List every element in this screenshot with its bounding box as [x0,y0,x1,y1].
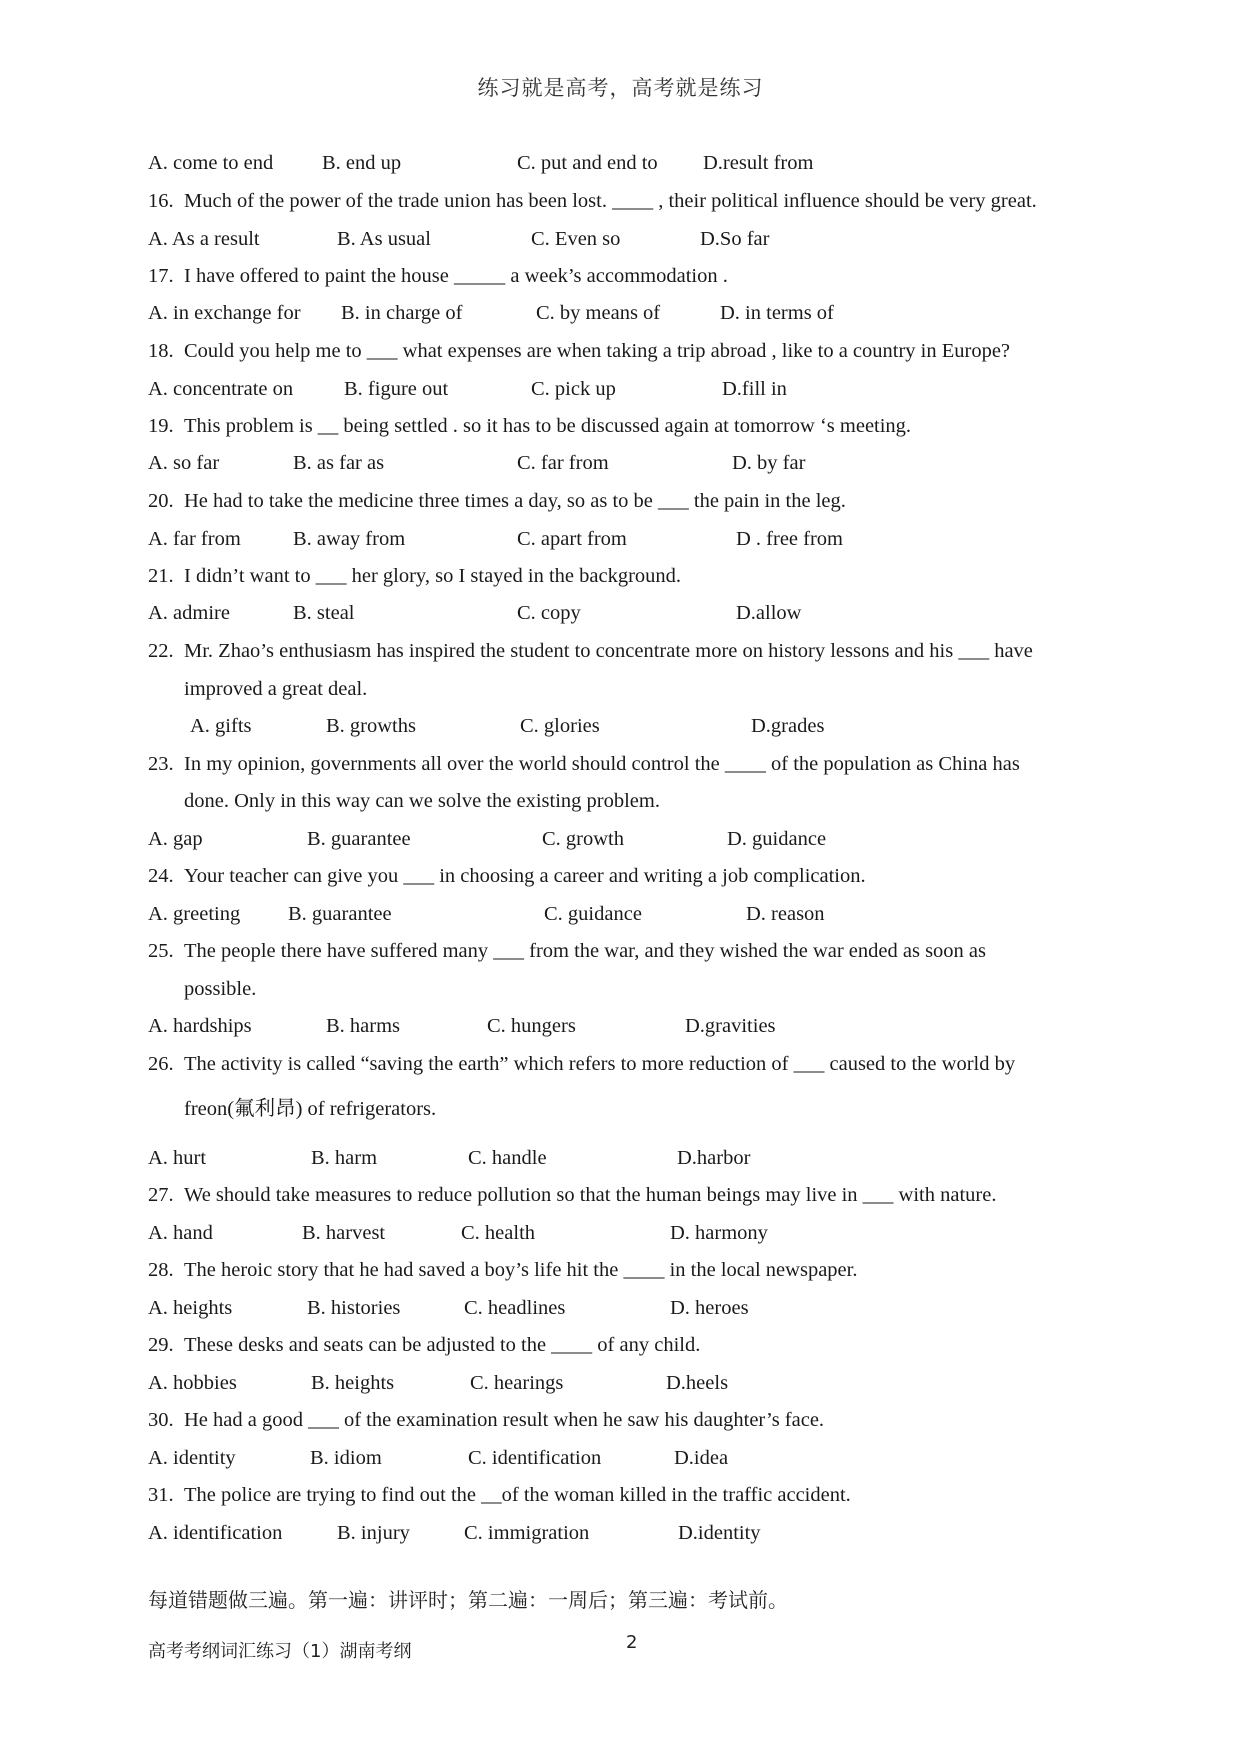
option-d: D.result from [703,152,814,174]
question-number: 30. [148,1409,174,1431]
option-c: C. glories [520,715,600,737]
question-text-continued: possible. [184,978,257,1000]
option-c: C. pick up [531,378,616,400]
question-number: 20. [148,490,174,512]
question-number: 24. [148,865,174,887]
option-c: C. handle [468,1147,547,1169]
option-c: C. guidance [544,903,642,925]
question-number: 31. [148,1484,174,1506]
option-c: C. put and end to [517,152,658,174]
option-a: A. hobbies [148,1372,237,1394]
option-d: D. heroes [670,1297,749,1319]
option-b: B. As usual [337,228,431,250]
option-d: D.fill in [722,378,787,400]
option-a: A. gap [148,828,203,850]
page-header: 练习就是高考，高考就是练习 [477,76,764,100]
option-a: A. admire [148,602,230,624]
option-a: A. come to end [148,152,274,174]
option-d: D.harbor [677,1147,751,1169]
option-c: C. copy [517,602,581,624]
question-text: We should take measures to reduce pollution so that the human beings may live in ___ with nature. [184,1184,997,1206]
option-b: B. end up [322,152,402,174]
question-text: I didn’t want to ___ her glory, so I stayed in the background. [184,565,682,587]
option-c: C. headlines [464,1297,566,1319]
question-text: Much of the power of the trade union has been lost. ____ , their political influence should be very great. [184,190,1037,212]
option-d: D.grades [751,715,825,737]
question-text-continued: improved a great deal. [184,678,368,700]
question-text: This problem is __ being settled . so it has to be discussed again at tomorrow ‘s meeting. [184,415,912,437]
option-c: C. hearings [470,1372,564,1394]
question-text: The heroic story that he had saved a boy’s life hit the ____ in the local newspaper. [184,1259,858,1281]
question-number: 21. [148,565,174,587]
option-b: B. injury [337,1522,410,1544]
question-text: I have offered to paint the house _____ a week’s accommodation . [184,265,728,287]
option-d: D.idea [674,1447,729,1469]
page-number: 2 [626,1632,638,1653]
question-number: 29. [148,1334,174,1356]
footer-note: 每道错题做三遍。第一遍：讲评时；第二遍：一周后；第三遍：考试前。 [148,1588,788,1612]
question-text: The police are trying to find out the __of the woman killed in the traffic accident. [184,1484,851,1506]
option-b: B. as far as [293,452,385,474]
question-text: He had to take the medicine three times a day, so as to be ___ the pain in the leg. [184,490,846,512]
option-d: D. reason [746,903,825,925]
question-text: The activity is called “saving the earth” which refers to more reduction of ___ caused to the world by [184,1053,1016,1075]
option-a: A. gifts [190,715,252,737]
option-d: D . free from [736,528,844,550]
question-number: 19. [148,415,174,437]
question-text-continued: freon(氟利昂) of refrigerators. [184,1098,437,1120]
question-text: He had a good ___ of the examination result when he saw his daughter’s face. [184,1409,825,1431]
option-a: A. greeting [148,903,241,925]
option-a: A. hurt [148,1147,207,1169]
option-c: C. health [461,1222,536,1244]
option-b: B. figure out [344,378,449,400]
option-d: D.So far [700,228,770,250]
question-text: Your teacher can give you ___ in choosing a career and writing a job complication. [184,865,866,887]
option-b: B. in charge of [341,302,463,324]
option-c: C. apart from [517,528,627,550]
option-c: C. Even so [531,228,621,250]
option-a: A. hand [148,1222,213,1244]
question-number: 17. [148,265,174,287]
question-text: The people there have suffered many ___ from the war, and they wished the war ended as soon as [184,940,987,962]
option-c: C. hungers [487,1015,576,1037]
option-c: C. immigration [464,1522,590,1544]
option-b: B. growths [326,715,416,737]
option-c: C. by means of [536,302,661,324]
option-d: D.identity [678,1522,761,1544]
option-d: D.gravities [685,1015,776,1037]
option-d: D.heels [666,1372,729,1394]
option-a: A. far from [148,528,241,550]
question-number: 27. [148,1184,174,1206]
option-a: A. so far [148,452,220,474]
option-b: B. guarantee [288,903,392,925]
question-text: Could you help me to ___ what expenses are when taking a trip abroad , like to a country in Europe? [184,340,1011,362]
option-d: D. guidance [727,828,827,850]
question-number: 18. [148,340,174,362]
question-number: 22. [148,640,174,662]
option-b: B. harm [311,1147,378,1169]
option-b: B. harms [326,1015,401,1037]
option-a: A. concentrate on [148,378,294,400]
question-number: 23. [148,753,174,775]
option-d: D. harmony [670,1222,768,1244]
option-c: C. identification [468,1447,602,1469]
footer-title: 高考考纲词汇练习（1）湖南考纲 [148,1641,412,1662]
option-b: B. guarantee [307,828,411,850]
option-b: B. idiom [310,1447,382,1469]
option-b: B. histories [307,1297,401,1319]
question-number: 26. [148,1053,174,1075]
option-b: B. steal [293,602,355,624]
option-c: C. growth [542,828,624,850]
option-b: B. heights [311,1372,395,1394]
question-number: 16. [148,190,174,212]
option-d: D.allow [736,602,802,624]
option-b: B. harvest [302,1222,386,1244]
option-b: B. away from [293,528,406,550]
option-a: A. in exchange for [148,302,301,324]
option-a: A. hardships [148,1015,252,1037]
option-a: A. As a result [148,228,260,250]
option-a: A. heights [148,1297,233,1319]
question-text: Mr. Zhao’s enthusiasm has inspired the student to concentrate more on history lessons and his ___ have [184,640,1033,662]
question-number: 28. [148,1259,174,1281]
question-text-continued: done. Only in this way can we solve the existing problem. [184,790,660,812]
question-text: In my opinion, governments all over the world should control the ____ of the population as China has [184,753,1020,775]
question-number: 25. [148,940,174,962]
option-a: A. identity [148,1447,236,1469]
option-a: A. identification [148,1522,283,1544]
question-text: These desks and seats can be adjusted to the ____ of any child. [184,1334,701,1356]
option-d: D. in terms of [720,302,834,324]
option-c: C. far from [517,452,609,474]
option-d: D. by far [732,452,806,474]
